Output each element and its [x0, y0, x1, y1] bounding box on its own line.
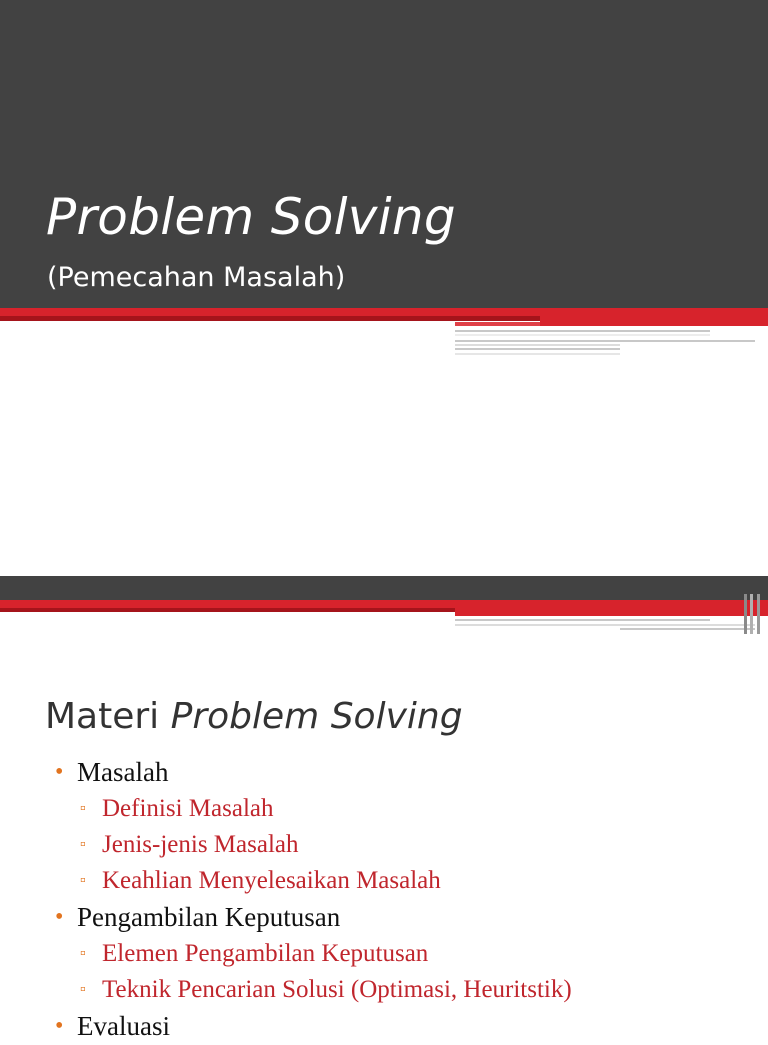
list-item-text: Elemen Pengambilan Keputusan: [102, 940, 429, 967]
list-item: [0, 899, 768, 936]
red-stripe-decoration: [0, 594, 768, 634]
list-item-text: Jenis-jenis Masalah: [102, 831, 299, 858]
list-item: [0, 936, 768, 972]
list-item-text: Keahlian Menyelesaikan Masalah: [102, 867, 441, 894]
red-stripe-decoration: [0, 308, 768, 358]
list-item-text: Masalah: [77, 757, 169, 787]
bullet-square-icon: ▫: [80, 800, 86, 817]
slide-title: Problem Solving: [46, 188, 456, 246]
slide-subtitle: (Pemecahan Masalah): [47, 262, 346, 293]
topic-list: [0, 754, 768, 1045]
heading-text: Materi: [45, 696, 171, 737]
bullet-square-icon: ▫: [80, 836, 86, 853]
heading-italic-text: Problem Solving: [170, 696, 463, 737]
list-item-text: Teknik Pencarian Solusi (Optimasi, Heuritstik): [102, 976, 572, 1003]
bullet-dot-icon: •: [55, 1013, 64, 1039]
list-item: [0, 863, 768, 899]
list-item: [0, 1008, 768, 1045]
bullet-square-icon: ▫: [80, 981, 86, 998]
list-item: [0, 972, 768, 1008]
list-item: [0, 827, 768, 863]
bullet-dot-icon: •: [55, 904, 64, 930]
bullet-dot-icon: •: [55, 759, 64, 785]
list-item-text: Evaluasi: [77, 1011, 170, 1041]
slide-heading: [45, 696, 463, 737]
list-item-text: Pengambilan Keputusan: [77, 902, 341, 932]
list-item-text: Definisi Masalah: [102, 795, 274, 822]
bullet-square-icon: ▫: [80, 872, 86, 889]
bullet-square-icon: ▫: [80, 945, 86, 962]
list-item: [0, 791, 768, 827]
list-item: [0, 754, 768, 791]
